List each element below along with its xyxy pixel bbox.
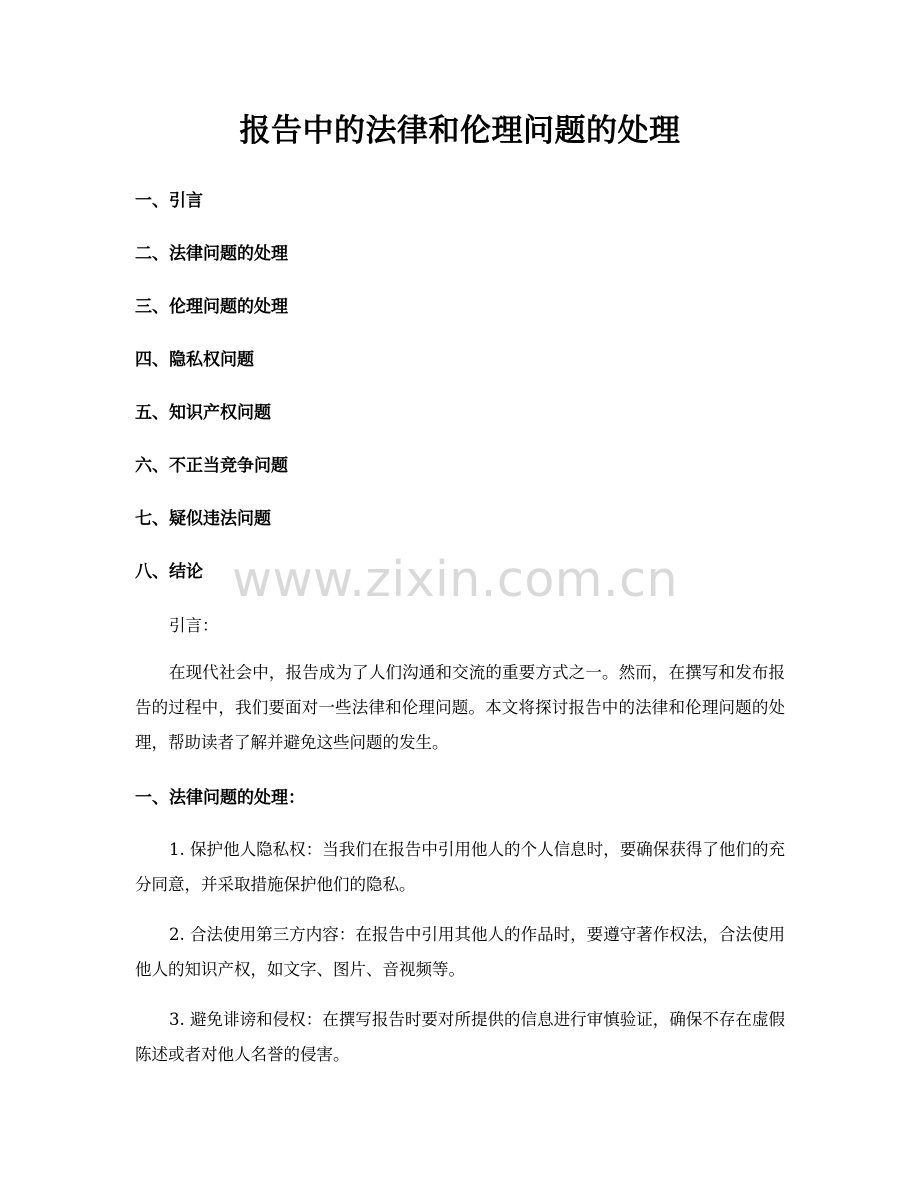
watermark: www.zixin.com.cn — [232, 551, 679, 608]
toc-item-suspected-illegal: 七、疑似违法问题 — [135, 509, 271, 529]
toc-item-ethical-issues: 三、伦理问题的处理 — [135, 297, 288, 317]
table-of-contents — [135, 186, 288, 610]
intro-paragraph: 在现代社会中，报告成为了人们沟通和交流的重要方式之一。然而，在撰写和发布报告的过程中，我们要面对一些法律和伦理问题。本文将探讨报告中的法律和伦理问题的处理，帮助读者了解并避免这些问题的发生。 — [135, 663, 785, 752]
legal-item-third-party-content: 2. 合法使用第三方内容：在报告中引用其他人的作品时，要遵守著作权法，合法使用他人的知识产权，如文字、图片、音视频等。 — [135, 925, 785, 979]
document-title: 报告中的法律和伦理问题的处理 — [239, 113, 681, 149]
toc-item-legal-issues: 二、法律问题的处理 — [135, 244, 288, 264]
section-heading-legal: 一、法律问题的处理： — [135, 788, 305, 808]
toc-item-introduction: 一、引言 — [135, 191, 203, 211]
intro-label: 引言： — [169, 616, 219, 635]
legal-item-privacy: 1. 保护他人隐私权：当我们在报告中引用他人的个人信息时，要确保获得了他们的充分同意，并采取措施保护他们的隐私。 — [135, 840, 785, 894]
toc-item-conclusion: 八、结论 — [135, 562, 203, 582]
toc-item-privacy: 四、隐私权问题 — [135, 350, 254, 370]
toc-item-unfair-competition: 六、不正当竞争问题 — [135, 456, 288, 476]
legal-item-defamation: 3. 避免诽谤和侵权：在撰写报告时要对所提供的信息进行审慎验证，确保不存在虚假陈述或者对他人名誉的侵害。 — [135, 1010, 785, 1064]
toc-item-intellectual-property: 五、知识产权问题 — [135, 403, 271, 423]
